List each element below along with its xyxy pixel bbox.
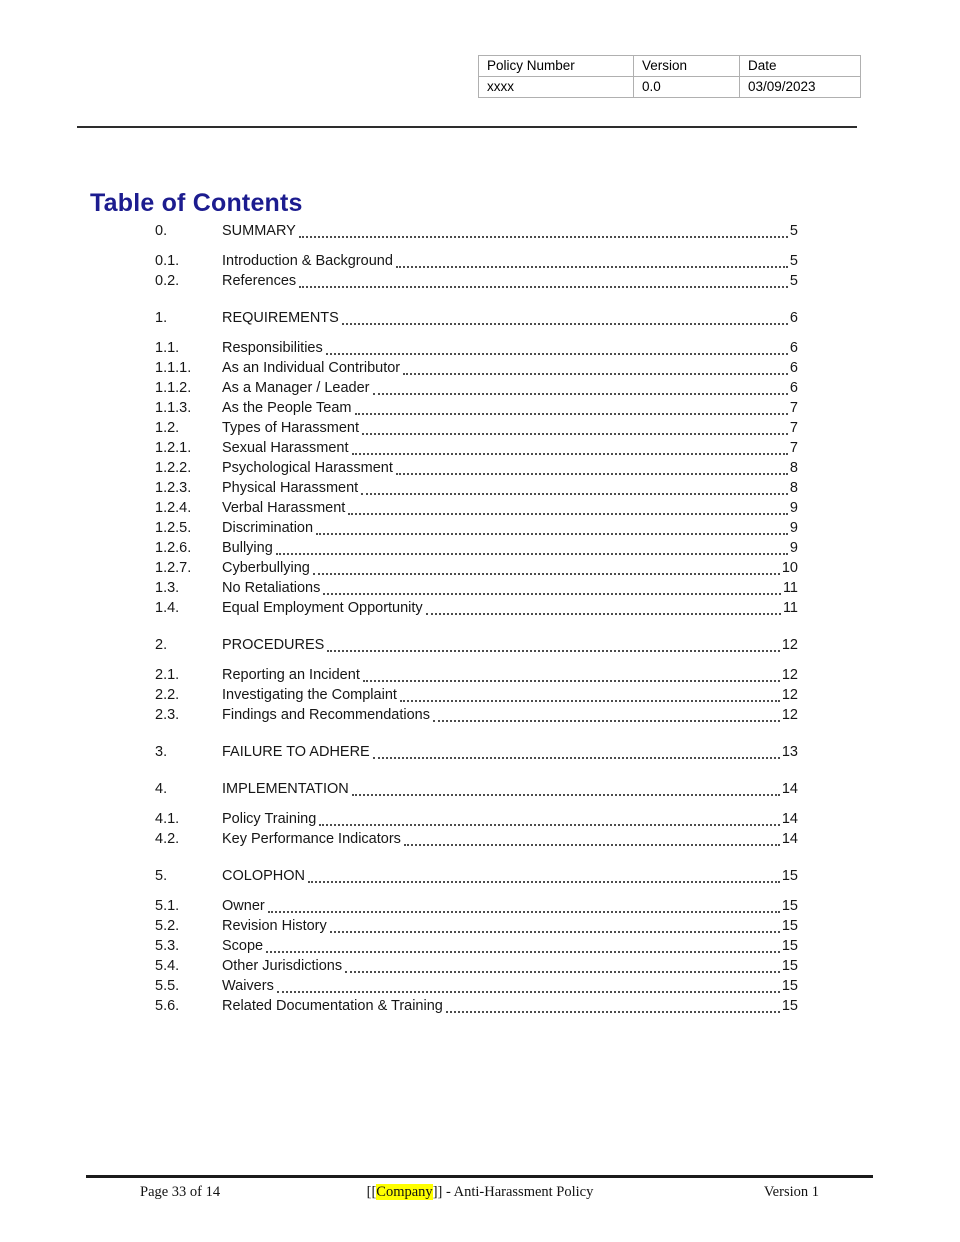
toc-entry-number: 5.4. [155,958,180,974]
toc-entry-page: 8 [789,460,798,476]
toc-entry-number: 0.1. [155,253,180,269]
page-title: Table of Contents [90,188,303,217]
policy-meta-header-row [479,56,861,77]
toc-entry[interactable] [155,916,798,936]
toc-entry-number: 1.2.7. [155,560,192,576]
toc-entry-page: 7 [789,420,798,436]
toc-entry[interactable] [155,438,798,458]
toc-entry-title: Investigating the Complaint [222,687,397,703]
toc-entry-title: SUMMARY [222,223,296,239]
toc-entry-title: Discrimination [222,520,314,536]
toc-entry[interactable] [155,498,798,518]
toc-entry-number: 2.2. [155,687,180,703]
toc-leader-dots [277,977,780,993]
toc-leader-dots [362,419,788,435]
footer-divider [86,1175,873,1178]
toc-leader-dots [308,867,780,883]
toc-entry-page: 11 [782,580,798,596]
toc-leader-dots [345,957,780,973]
toc-entry-title: FAILURE TO ADHERE [222,744,370,760]
toc-entry-page: 9 [789,520,798,536]
date-value: 03/09/2023 [740,77,861,98]
toc-entry-number: 1.2.5. [155,520,192,536]
toc-entry-title: Revision History [222,918,327,934]
page-footer [0,1184,960,1206]
toc-entry-page: 5 [789,253,798,269]
toc-entry-page: 14 [781,781,798,797]
toc-leader-dots [266,937,780,953]
toc-leader-dots [404,830,780,846]
toc-entry-page: 14 [781,811,798,827]
toc-leader-dots [268,897,780,913]
toc-entry-title: No Retaliations [222,580,321,596]
toc-leader-dots [433,706,780,722]
toc-entry-page: 15 [781,868,798,884]
toc-entry-number: 1.4. [155,600,180,616]
toc-entry-title: References [222,273,297,289]
toc-entry-number: 1.2.6. [155,540,192,556]
toc-entry-title: Policy Training [222,811,317,827]
toc-entry-number: 5.5. [155,978,180,994]
toc-entry[interactable] [155,308,798,328]
toc-entry-page: 14 [781,831,798,847]
toc-entry-title: COLOPHON [222,868,305,884]
toc-entry-title: Physical Harassment [222,480,359,496]
toc-leader-dots [299,272,788,288]
toc-entry[interactable] [155,635,798,655]
toc-entry[interactable] [155,685,798,705]
toc-entry-page: 9 [789,500,798,516]
toc-entry-title: IMPLEMENTATION [222,781,349,797]
toc-entry-title: Responsibilities [222,340,323,356]
toc-entry-title: Equal Employment Opportunity [222,600,423,616]
toc-entry-page: 15 [781,958,798,974]
toc-entry-number: 5.2. [155,918,180,934]
policy-meta-table [478,55,861,98]
toc-leader-dots [299,222,788,238]
toc-entry[interactable] [155,558,798,578]
toc-entry-number: 1.1.1. [155,360,192,376]
toc-entry[interactable] [155,338,798,358]
toc-entry-number: 4.1. [155,811,180,827]
toc-entry-title: As an Individual Contributor [222,360,401,376]
toc-entry[interactable] [155,936,798,956]
toc-leader-dots [323,579,781,595]
toc-entry-page: 12 [781,667,798,683]
toc-leader-dots [352,780,780,796]
toc-entry-page: 6 [789,310,798,326]
toc-entry-number: 4.2. [155,831,180,847]
toc-entry-page: 15 [781,938,798,954]
toc-entry-page: 10 [781,560,798,576]
toc-entry[interactable] [155,251,798,271]
toc-entry[interactable] [155,398,798,418]
toc-entry-number: 5.1. [155,898,180,914]
toc-entry-number: 1.2.4. [155,500,192,516]
toc-leader-dots [327,636,780,652]
toc-entry-page: 6 [789,380,798,396]
toc-leader-dots [319,810,780,826]
toc-entry-page: 15 [781,918,798,934]
toc-entry-title: Types of Harassment [222,420,359,436]
toc-entry[interactable] [155,829,798,849]
toc-entry-number: 1.2. [155,420,180,436]
policy-meta-value-row [479,77,861,98]
policy-number-value: xxxx [479,77,634,98]
toc-entry-page: 5 [789,273,798,289]
toc-entry-number: 1.1.2. [155,380,192,396]
toc-entry-page: 6 [789,340,798,356]
toc-entry-page: 11 [782,600,798,616]
toc-leader-dots [330,917,780,933]
toc-entry-number: 1.1.3. [155,400,192,416]
toc-entry-number: 1.3. [155,580,180,596]
toc-entry-number: 5. [155,868,168,884]
toc-entry-title: Verbal Harassment [222,500,346,516]
toc-entry-title: Owner [222,898,265,914]
toc-entry[interactable] [155,705,798,725]
toc-entry-title: As a Manager / Leader [222,380,370,396]
toc-leader-dots [426,599,781,615]
footer-title-suffix: ]] - Anti-Harassment Policy [432,1184,594,1200]
footer-version: Version 1 [763,1184,819,1200]
toc-entry-title: As the People Team [222,400,352,416]
toc-entry[interactable] [155,598,798,618]
toc-entry[interactable] [155,478,798,498]
toc-entry-page: 15 [781,978,798,994]
toc-leader-dots [403,359,788,375]
toc-leader-dots [373,379,788,395]
toc-leader-dots [352,439,788,455]
toc-entry[interactable] [155,458,798,478]
toc-entry-title: Sexual Harassment [222,440,349,456]
toc-entry[interactable] [155,956,798,976]
toc-entry-title: Introduction & Background [222,253,393,269]
toc-entry-page: 6 [789,360,798,376]
toc-entry[interactable] [155,866,798,886]
toc-entry-title: Psychological Harassment [222,460,393,476]
toc-leader-dots [396,252,788,268]
toc-entry-page: 9 [789,540,798,556]
toc-entry-number: 2.3. [155,707,180,723]
toc-entry-number: 4. [155,781,168,797]
toc-entry-page: 12 [781,687,798,703]
toc-entry[interactable] [155,378,798,398]
toc-entry[interactable] [155,742,798,762]
toc-entry-page: 12 [781,637,798,653]
toc-entry-number: 0. [155,223,168,239]
footer-company-highlight: Company [376,1184,433,1200]
version-value: 0.0 [634,77,740,98]
toc-entry[interactable] [155,896,798,916]
toc-entry[interactable] [155,996,798,1016]
toc-entry-title: Bullying [222,540,273,556]
toc-entry-number: 2.1. [155,667,180,683]
toc-leader-dots [361,479,788,495]
toc-entry-title: REQUIREMENTS [222,310,339,326]
toc-leader-dots [316,519,788,535]
toc-entry-number: 1.2.1. [155,440,192,456]
header-divider [77,126,857,128]
version-label: Version [634,56,740,77]
toc-entry-page: 15 [781,898,798,914]
toc-entry[interactable] [155,418,798,438]
toc-entry-number: 1.2.2. [155,460,192,476]
toc-entry-number: 5.6. [155,998,180,1014]
toc-entry-title: Key Performance Indicators [222,831,401,847]
toc-entry[interactable] [155,221,798,241]
policy-number-label: Policy Number [479,56,634,77]
toc-entry[interactable] [155,271,798,291]
toc-entry-title: Related Documentation & Training [222,998,443,1014]
toc-entry-page: 7 [789,440,798,456]
toc-leader-dots [373,743,780,759]
toc-entry-number: 0.2. [155,273,180,289]
toc-entry-title: Cyberbullying [222,560,310,576]
toc-leader-dots [355,399,788,415]
toc-entry-number: 1. [155,310,168,326]
toc-leader-dots [276,539,788,555]
date-label: Date [740,56,861,77]
toc-entry-number: 5.3. [155,938,180,954]
toc-entry[interactable] [155,538,798,558]
toc-entry-title: Findings and Recommendations [222,707,430,723]
toc-entry-page: 5 [789,223,798,239]
toc-leader-dots [446,997,780,1013]
toc-leader-dots [363,666,780,682]
toc-leader-dots [326,339,788,355]
toc-entry-title: PROCEDURES [222,637,325,653]
toc-entry[interactable] [155,518,798,538]
toc-leader-dots [342,309,788,325]
toc-entry[interactable] [155,665,798,685]
toc-leader-dots [400,686,780,702]
toc-list [155,221,798,1016]
toc-entry-page: 15 [781,998,798,1014]
toc-entry-page: 8 [789,480,798,496]
toc-entry-title: Reporting an Incident [222,667,360,683]
toc-entry-title: Other Jurisdictions [222,958,343,974]
toc-leader-dots [313,559,780,575]
toc-leader-dots [396,459,788,475]
toc-entry[interactable] [155,809,798,829]
toc-entry-number: 3. [155,744,168,760]
toc-entry[interactable] [155,578,798,598]
toc-entry-number: 1.1. [155,340,180,356]
toc-entry[interactable] [155,358,798,378]
toc-entry-number: 2. [155,637,168,653]
toc-leader-dots [348,499,788,515]
toc-entry[interactable] [155,779,798,799]
footer-page-info: Page 33 of 14 [140,1184,221,1200]
toc-entry-title: Scope [222,938,264,954]
toc-entry-page: 7 [789,400,798,416]
toc-entry-number: 1.2.3. [155,480,192,496]
footer-company-prefix: [[ [366,1184,377,1200]
toc-entry-page: 12 [781,707,798,723]
toc-entry-title: Waivers [222,978,274,994]
toc-entry-page: 13 [781,744,798,760]
toc-entry[interactable] [155,976,798,996]
